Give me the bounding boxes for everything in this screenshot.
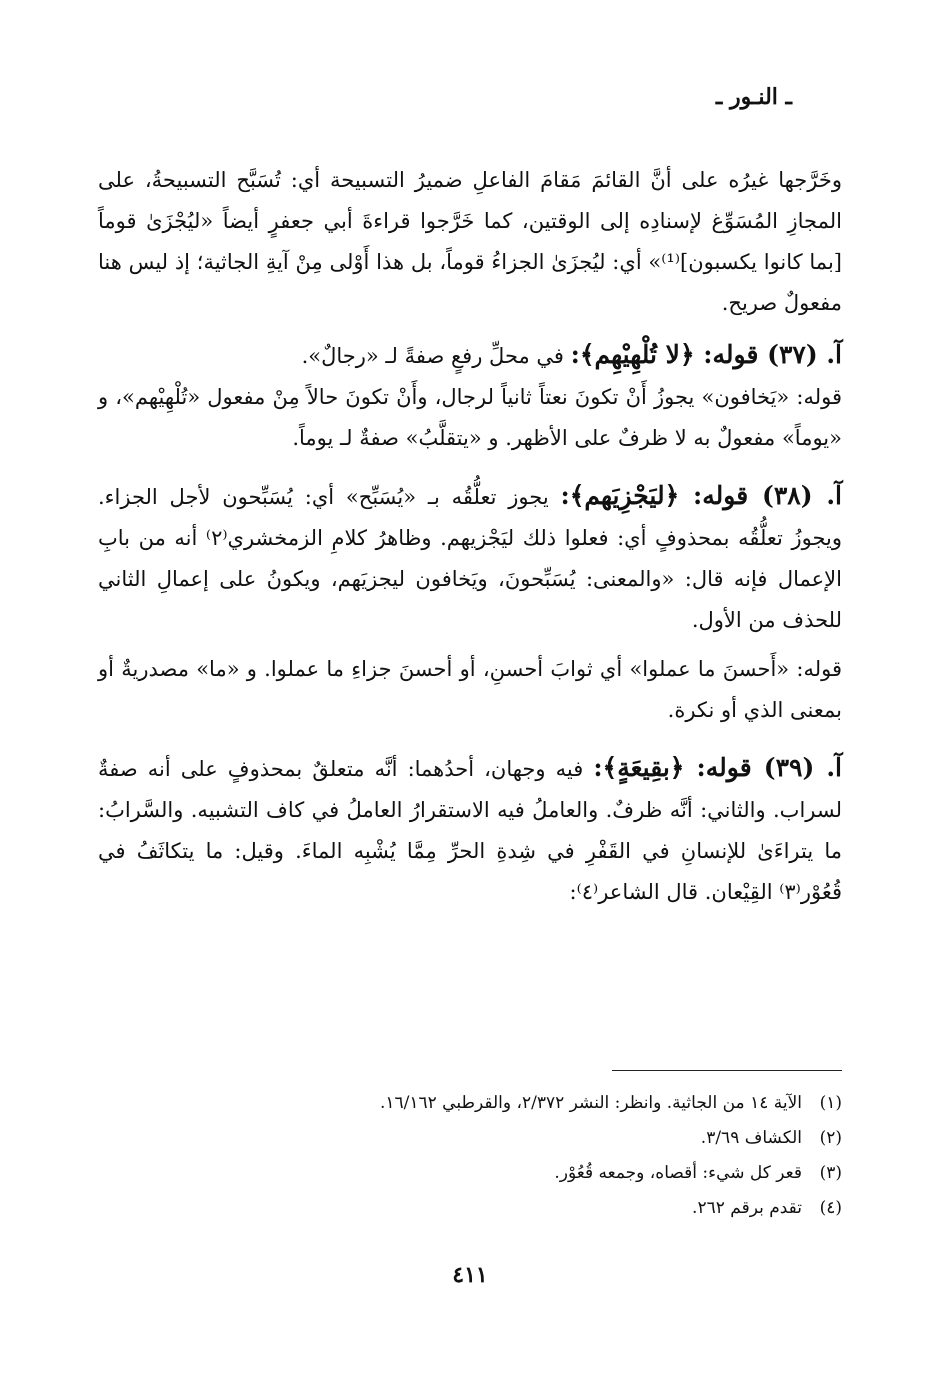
- verse-heading-37: آ. (٣٧) قوله: ﴿لا تُلْهِيْهِم﴾:: [570, 340, 842, 369]
- section-39: [98, 747, 842, 913]
- footnote-number: (٤): [819, 1198, 842, 1218]
- footnote-number: (٣): [819, 1163, 842, 1183]
- footnote-text: الآية ١٤ من الجاثية. وانظر: النشر ٢/٣٧٢، والقرطبي ١٦/١٦٢.: [379, 1093, 802, 1113]
- main-text: [98, 160, 842, 913]
- paragraph-intro: وخَرَّجها غيرُه على أنَّ القائمَ مَقامَ الفاعلِ ضميرُ التسبيحة أي: تُسَبَّح التسبيحةُ، على المجازِ المُسَوِّغ لإسنادِه إلى الوقتين، كما خَرَّجوا قراءةَ أبي جعفرٍ أيضاً «ليُجْزَىٰ قوماً [بما كانوا يكسبون]⁽¹⁾» أي: ليُجزَىٰ الجزاءُ قوماً، بل هذا أَوْلى مِنْ آيةِ الجاثية؛ إذ ليس هنا مفعولٌ صريح.: [98, 168, 842, 315]
- footnote-2: [98, 1121, 842, 1156]
- footnote-number: (١): [819, 1093, 842, 1113]
- section-39-text: فيه وجهان، أحدُهما: أنَّه متعلقٌ بمحذوفٍ على أنه صفةٌ لسراب. والثاني: أنَّه ظرفٌ. والعاملُ فيه الاستقرارُ العاملُ في كاف التشبيه. والسَّرابُ: ما يتراءَىٰ للإنسانِ في القَفْرِ في شِدةِ الحرِّ مِمَّا يُشْبِه الماءَ. وقيل: ما يتكاثَفُ في قُعُوْر⁽٣⁾ القِيْعان. قال الشاعر⁽٤⁾:: [98, 757, 842, 904]
- verse-heading-39: آ. (٣٩) قوله: ﴿بقِيعَةٍ﴾:: [593, 753, 843, 782]
- section-38: [98, 475, 842, 641]
- section-37-text: في محلِّ رفعٍ صفةً لـ «رجالٌ».: [301, 344, 571, 368]
- footnote-3: [98, 1156, 842, 1191]
- footnote-1: [98, 1086, 842, 1121]
- running-header: ـ النـور ـ: [715, 84, 792, 110]
- paragraph-ahsan: قوله: «أَحسنَ ما عملوا» أي ثوابَ أحسنِ، أو أحسنَ جزاءِ ما عملوا. و «ما» مصدريةٌ أو بمعنى الذي أو نكرة.: [98, 657, 842, 722]
- verse-heading-38: آ. (٣٨) قوله: ﴿ليَجْزِيَهم﴾:: [560, 481, 842, 510]
- section-37: [98, 334, 842, 377]
- footnote-number: (٢): [819, 1128, 842, 1148]
- footnotes: [98, 1086, 842, 1226]
- footnote-text: تقدم برقم ٢٦٢.: [692, 1198, 802, 1218]
- footnote-text: الكشاف ٣/٦٩.: [700, 1128, 802, 1148]
- section-38-text: يجوز تعلُّقُه بـ «يُسَبِّح» أي: يُسَبِّحون لأجل الجزاء. ويجوزُ تعلُّقُه بمحذوفٍ أي: فعلوا ذلك ليَجْزيهم. وظاهرُ كلامِ الزمخشري⁽٢⁾ أنه من بابِ الإعمال فإنه قال: «والمعنى: يُسَبِّحونَ، ويَخافون ليجزيَهم، ويكونُ على إعمالِ الثاني للحذف من الأول.: [98, 485, 842, 632]
- footnote-text: قعر كل شيء: أقصاه، وجمعه قُعُوْر.: [554, 1163, 802, 1183]
- footnote-4: [98, 1191, 842, 1226]
- paragraph-yakhafun: قوله: «يَخافون» يجوزُ أَنْ تكونَ نعتاً ثانياً لرجال، وأَنْ تكونَ حالاً مِنْ مفعول «تُلْهِيْهم»، و «يوماً» مفعولٌ به لا ظرفٌ على الأظهر. و «يتقلَّبُ» صفةٌ لـ يوماً.: [98, 385, 842, 450]
- page-number: ٤١١: [452, 1262, 488, 1288]
- footnote-divider: [612, 1070, 842, 1071]
